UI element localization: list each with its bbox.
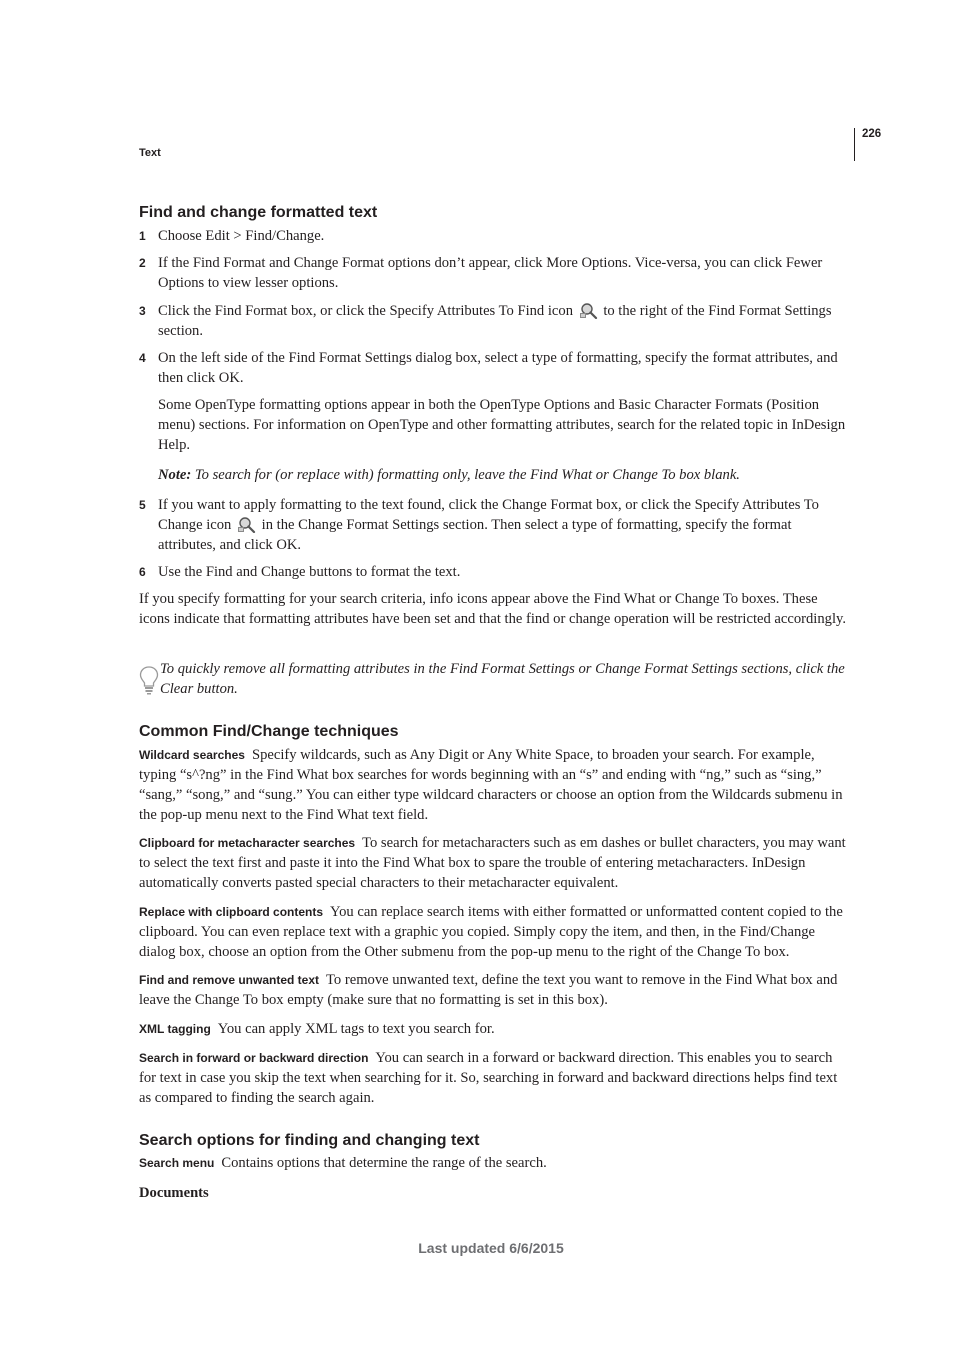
entry-clipboard-metacharacter: [139, 833, 851, 893]
step-text-before: Click the Find Format box, or click the Specify Attributes To Find icon: [158, 303, 573, 319]
entry-text: Contains options that determine the range of the search.: [221, 1155, 547, 1171]
step-number: 6: [139, 565, 146, 579]
entry-term: Clipboard for metacharacter searches: [139, 836, 356, 850]
entry-text: You can replace search items with either formatted or unformatted content copied to the clipboard. You can even replace text with a graphic you copied. Simply copy the item, and then, in the Find/Change dialog box, choose an option from the Other submenu from the pop-up menu to the right of the Change To box.: [139, 904, 843, 960]
note: [158, 465, 851, 485]
lightbulb-icon: [139, 665, 159, 695]
entry-find-remove-unwanted: [139, 970, 851, 1010]
entry-xml-tagging: [139, 1019, 851, 1039]
entry-replace-clipboard: [139, 902, 851, 962]
step-text: If the Find Format and Change Format options don’t appear, click More Options. Vice-versa, you can click Fewer Options to view lesser options.: [158, 255, 823, 291]
entry-term: Wildcard searches: [139, 748, 245, 762]
entry-text: To search for metacharacters such as em dashes or bullet characters, you may want to select the text first and paste it into the Find What box to spare the trouble of entering metacharacters. InDesign automatically converts pasted special characters to their metacharacter equivalent.: [139, 835, 846, 891]
entry-text: Specify wildcards, such as Any Digit or Any White Space, to broaden your search. For example, typing “s^?ng” in the Find What box searches for words beginning with an “s” and ending with “ng,” such as “sing,” “sang,” “song,” and “sung.” You can either type wildcard characters or choose an option from the Wildcards submenu in the pop-up menu next to the Find What text field.: [139, 747, 843, 823]
header-rule: [854, 128, 855, 161]
step-text: On the left side of the Find Format Settings dialog box, select a type of formatting, specify the format attributes, and then click OK.: [158, 350, 838, 386]
entry-text: You can apply XML tags to text you search for.: [217, 1021, 495, 1037]
specify-attributes-icon: [579, 302, 598, 319]
step-text: Choose Edit > Find/Change.: [158, 228, 325, 244]
step-text-after: in the Change Format Settings section. Then select a type of formatting, specify the format attributes, and click OK.: [158, 517, 792, 553]
subhead-documents: Documents: [139, 1185, 209, 1201]
step-text: [158, 301, 851, 341]
step-number: 2: [139, 256, 146, 270]
step-number: 4: [139, 351, 146, 365]
entry-text: To remove unwanted text, define the text you want to remove in the Find What box and leave the Change To box empty (make sure that no formatting is set in this box).: [139, 972, 838, 1008]
step-4-paragraph: Some OpenType formatting options appear in both the OpenType Options and Basic Character Formats (Position menu) sections. For information on OpenType and other formatting attributes, search for the related topic in InDesign Help.: [158, 397, 846, 453]
step-text: Use the Find and Change buttons to format the text.: [158, 564, 461, 580]
entry-search-direction: [139, 1048, 851, 1108]
tip-text: To quickly remove all formatting attributes in the Find Format Settings or Change Format Settings sections, click the Clear button.: [160, 661, 845, 697]
step-text: [158, 495, 851, 555]
entry-wildcard-searches: [139, 745, 851, 825]
specify-attributes-icon: [237, 516, 256, 533]
running-head: Text: [139, 147, 161, 159]
info-icons-paragraph: If you specify formatting for your search criteria, info icons appear above the Find What or Change To boxes. These icons indicate that formatting attributes have been set and that the find or change operation will be restricted accordingly.: [139, 591, 847, 627]
step-text-before: If you want to apply formatting to the text found, click the Change Format box, or click the Specify Attributes To Change icon: [158, 497, 819, 533]
entry-text: You can search in a forward or backward direction. This enables you to search for text in case you skip the text when searching for it. So, searching in forward and backward directions helps find text as compared to finding the search again.: [139, 1050, 838, 1106]
step-number: 5: [139, 498, 146, 512]
footer-last-updated: Last updated 6/6/2015: [418, 1240, 564, 1256]
entry-term: Search menu: [139, 1156, 215, 1170]
step-number: 1: [139, 229, 146, 243]
note-label: Note:: [158, 467, 192, 483]
entry-term: Find and remove unwanted text: [139, 973, 320, 987]
step-number: 3: [139, 304, 146, 318]
note-text: To search for (or replace with) formatting only, leave the Find What or Change To box blank.: [194, 467, 740, 483]
section-title-find-change-formatted: Find and change formatted text: [139, 204, 378, 221]
step-text-after: to the right of the Find Format Settings section.: [158, 303, 832, 339]
entry-term: Replace with clipboard contents: [139, 905, 324, 919]
page-number: 226: [862, 128, 882, 140]
section-title-common-techniques: Common Find/Change techniques: [139, 723, 399, 740]
section-title-search-options: Search options for finding and changing text: [139, 1132, 480, 1149]
entry-term: Search in forward or backward direction: [139, 1051, 369, 1065]
entry-term: XML tagging: [139, 1022, 211, 1036]
entry-search-menu: [139, 1153, 851, 1173]
